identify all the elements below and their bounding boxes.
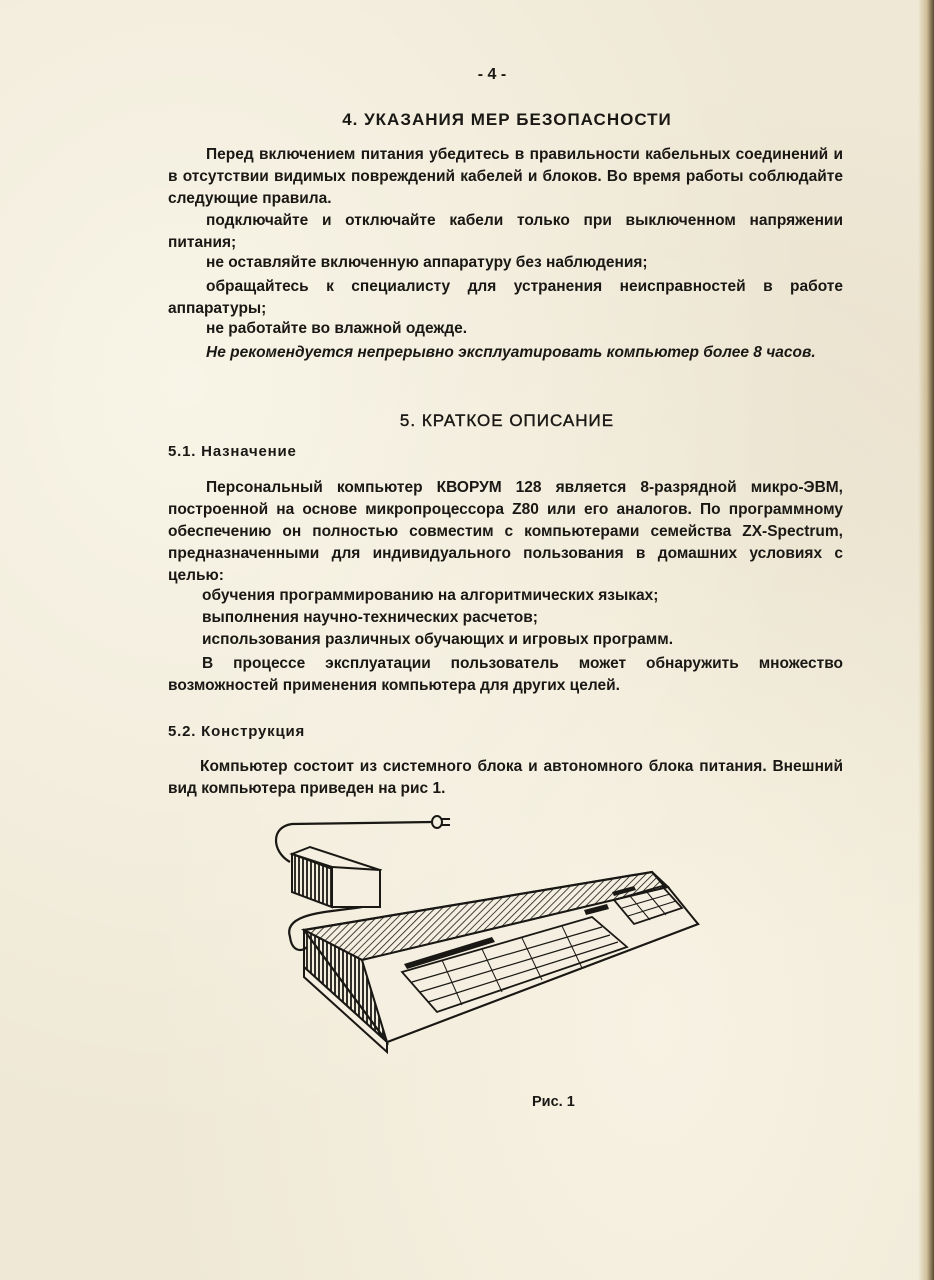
purpose-3: использования различных обучающих и игровых программ. (202, 631, 673, 648)
warning-text: Не рекомендуется непрерывно эксплуатировать компьютер более 8 часов. (206, 344, 816, 361)
power-plug-icon (432, 816, 450, 828)
purpose-1: обучения программированию на алгоритмических языках; (202, 587, 659, 604)
purpose-text: Персональный компьютер КВОРУМ 128 является 8-разрядной микро-ЭВМ, построенной на основе микропроцессора Z80 или его аналогов. По программному обеспечению он полностью совместим с компьютерами семейства ZX-Spectrum, предназначенными для индивидуального пользования в домашних условиях с целью: (168, 479, 843, 584)
subsection-5-2-text (168, 756, 843, 800)
rule-4: не работайте во влажной одежде. (206, 320, 468, 337)
subsection-5-1-closing (168, 653, 843, 697)
computer-illustration (262, 812, 712, 1062)
section-5-title: 5. КРАТКОЕ ОПИСАНИЕ (399, 411, 615, 430)
rule-3 (168, 276, 843, 320)
warning-note (168, 342, 843, 364)
power-supply-block (292, 847, 380, 907)
subsection-5-2-title: 5.2. Конструкция (168, 723, 306, 740)
figure-caption: Рис. 1 (532, 1094, 575, 1110)
rule-text: подключайте и отключайте кабели только при выключенном напряжении питания; (168, 212, 843, 251)
page-edge-shadow (918, 0, 934, 1280)
page-number: - 4 - (477, 66, 507, 83)
subsection-5-1-title: 5.1. Назначение (168, 443, 297, 460)
construction-text: Компьютер состоит из системного блока и автономного блока питания. Внешний вид компьютера приведен на рис 1. (168, 758, 843, 797)
closing-text: В процессе эксплуатации пользователь может обнаружить множество возможностей применения компьютера для других целей. (168, 655, 843, 694)
section-4-intro (168, 144, 843, 210)
section-4-title: 4. УКАЗАНИЯ МЕР БЕЗОПАСНОСТИ (342, 110, 672, 129)
rule-1 (168, 210, 843, 254)
rule-2: не оставляйте включенную аппаратуру без наблюдения; (206, 254, 648, 271)
purpose-2: выполнения научно-технических расчетов; (202, 609, 538, 626)
intro-text: Перед включением питания убедитесь в правильности кабельных соединений и в отсутствии видимых повреждений кабелей и блоков. Во время работы соблюдайте следующие правила. (168, 146, 843, 207)
subsection-5-1-text (168, 477, 843, 587)
rule-text: обращайтесь к специалисту для устранения неисправностей в работе аппаратуры; (168, 278, 843, 317)
